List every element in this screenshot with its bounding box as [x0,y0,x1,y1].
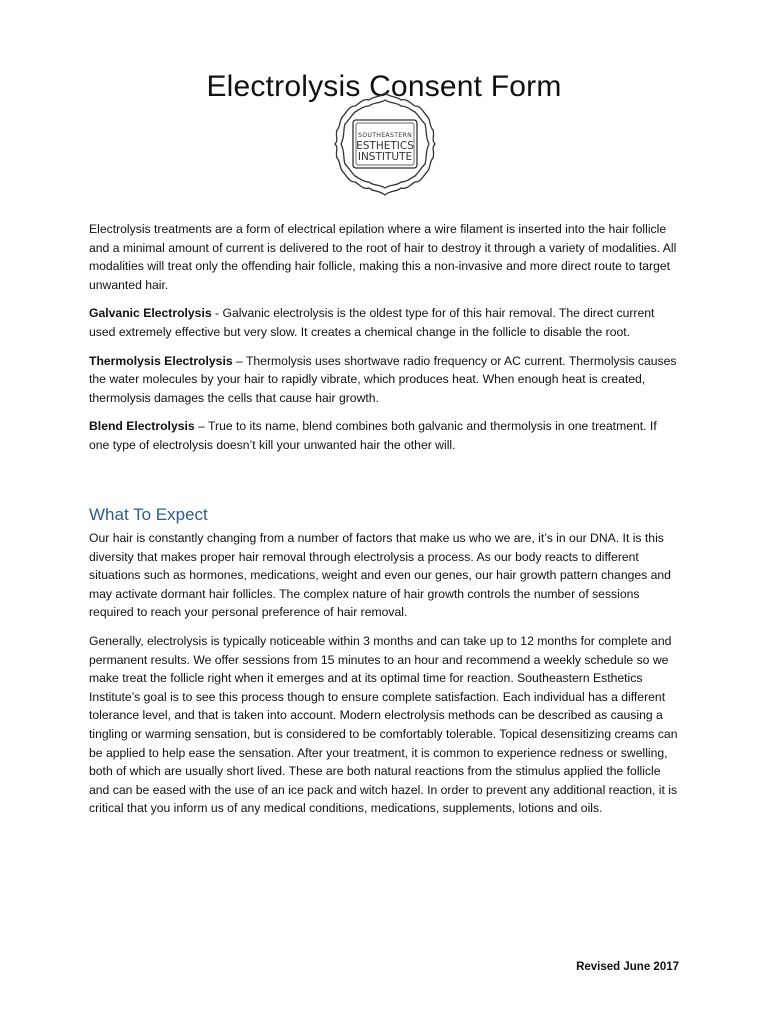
what-to-expect-section [89,529,679,828]
type-paragraph-galvanic: Galvanic Electrolysis - Galvanic electrolysis is the oldest type for of this hair removal. The direct current used extremely effective but very slow. It creates a chemical change in the follicle to disable the root. [89,306,655,339]
intro-paragraph: Electrolysis treatments are a form of electrical epilation where a wire filament is inserted into the hair follicle and a minimal amount of current is delivered to the root of hair to destroy it through a variety of modalities. All modalities will treat only the offending hair follicle, making this a non-invasive and more direct route to target unwanted hair. [89,222,677,292]
expect-paragraph-2: Generally, electrolysis is typically noticeable within 3 months and can take up to 12 months for complete and permanent results. We offer sessions from 15 minutes to an hour and recommend a weekly schedule so we make treat the follicle right when it emerges and at its optimal time for reaction. Southeastern Esthetics Institute’s goal is to see this process though to ensure complete satisfaction. Each individual has a different tolerance level, and that is taken into account. Modern electrolysis methods can be described as causing a tingling or warming sensation, but is considered to be comfortably tolerable. Topical desensitizing creams can be applied to help ease the sensation. After your treatment, it is common to experience redness or swelling, both of which are usually short lived. These are both natural reactions from the stimulus applied the follicle and can be eased with the use of an ice pack and witch hazel. In order to prevent any additional reaction, it is critical that you inform us of any medical conditions, medications, supplements, lotions and oils. [89,633,678,816]
type-text: Thermolysis uses shortwave radio frequency or AC current. Thermolysis causes the water molecules by your hair to rapidly vibrate, which produces heat. When enough heat is created, thermolysis damages the cells that cause hair growth. [89,353,677,405]
expect-paragraph-1: Our hair is constantly changing from a number of factors that make us who we are, it’s in our DNA. It is this diversity that makes proper hair removal through electrolysis a process. As our body reacts to different situations such as hormones, medications, weight and even our genes, our hair growth pattern changes and may activate dormant hair follicles. The complex nature of hair growth controls the number of sessions required to reach your personal preference of hair removal. [89,531,671,620]
type-paragraph-blend: Blend Electrolysis – True to its name, blend combines both galvanic and thermolysis in one treatment. If one type of electrolysis doesn’t kill your unwanted hair the other will. [89,419,657,452]
logo-line-1: SOUTHEASTERN [357,132,413,139]
revision-footer: Revised June 2017 [576,961,679,973]
type-name: Galvanic Electrolysis [89,306,212,321]
type-text: Galvanic electrolysis is the oldest type for of this hair removal. The direct current used extremely effective but very slow. It creates a chemical change in the follicle to disable the root. [89,306,655,339]
type-paragraph-thermolysis: Thermolysis Electrolysis – Thermolysis uses shortwave radio frequency or AC current. Thermolysis causes the water molecules by your hair to rapidly vibrate, which produces heat. When enough heat is created, thermolysis damages the cells that cause hair growth. [89,353,677,405]
ornate-badge-logo-icon [331,90,439,198]
logo-line-2: ESTHETICS [356,140,414,152]
page-title: Electrolysis Consent Form [206,70,562,104]
type-text: True to its name, blend combines both galvanic and thermolysis in one treatment. If one type of electrolysis doesn’t kill your unwanted hair the other will. [89,419,657,452]
intro-section [89,220,679,465]
what-to-expect-heading: What To Expect [89,505,208,524]
type-name: Blend Electrolysis [89,419,195,434]
logo-line-3: INSTITUTE [357,151,413,163]
type-name: Thermolysis Electrolysis [89,353,233,368]
